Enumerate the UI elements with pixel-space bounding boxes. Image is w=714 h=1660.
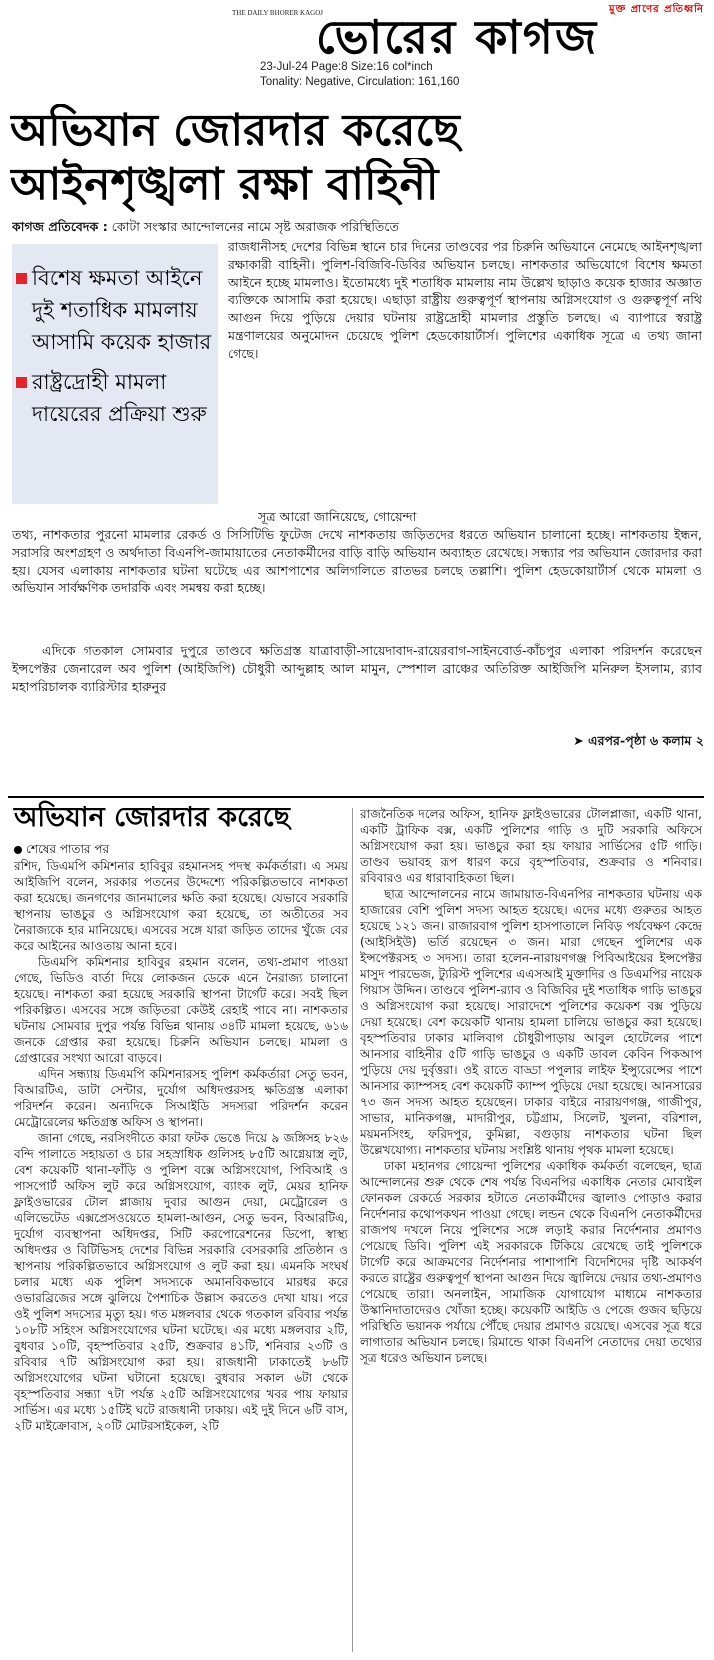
intro-paragraph: রাজধানীসহ দেশের বিভিন্ন স্থানে চার দিনের তাণ্ডবের পর চিরুনি অভিযানে নেমেছে আইনশৃঙ্খলা রক্ষাকারী বাহিনী। পুলিশ-বিজিবি-ডিবির অভিযান চলছে। নাশকতার অভিযোগে বিশেষ ক্ষমতা আইনে হচ্ছে মামলাও। ইতোমধ্যে দুই শতাধিক মামলায় নাম উল্লেখ ছাড়াও কয়েক হাজার অজ্ঞাত ব্যক্তিকে আসামি করা হয়েছে। এছাড়া রাষ্ট্রীয় গুরুত্বপূর্ণ স্থাপনায় অগ্নিসংযোগ ও গুরুত্বপূর্ণ নথি আগুন দিয়ে পুড়িয়ে দেয়ার ঘটনায় রাষ্ট্রদ্রোহী মামলার প্রস্তুতি চলছে। এ ব্যাপারে স্বরাষ্ট্র মন্ত্রণালয়ের অনুমোদন চেয়েছে পুলিশ হেডকোয়ার্টার্স। পুলিশের একাধিক সূত্রে এ তথ্য জানা গেছে। bbox=[228, 239, 702, 361]
paragraph: ডিএমপি কমিশনার হাবিবুর রহমান বলেন, তথ্য-প্রমাণ পাওয়া গেছে, ভিডিও বার্তা দিয়ে লোকজন ডেকে এনে নৈরাজ্য চালানো হয়েছে। নাশকতা করা হয়েছে সরকারি স্থাপনা টার্গেট করে। সবই ছিল পরিকল্পিত। এসবের সঙ্গে জড়িতরা কেউই রেহাই পাবে না। নাশকতার ঘটনায় সোমবার দুপুর পর্যন্ত বিভিন্ন থানায় ৩৪টি মামলা হয়েছে, ৬১৬ জনকে গ্রেপ্তার করা হয়েছে। চিরুনি অভিযান চলছে। মামলা ও গ্রেপ্তারের সংখ্যা আরো বাড়বে। bbox=[14, 955, 348, 1065]
para3: এদিকে গতকাল সোমবার দুপুরে তাণ্ডবে ক্ষতিগ্রস্ত যাত্রাবাড়ী-সায়েদাবাদ-রায়েরবাগ-সাইনবোর্ড-কাঁচপুর এলাকা পরিদর্শন করেছেন ইন্সপেক্টর জেনারেল অব পুলিশ (আইজিপি) চৌধুরী আব্দুল্লাহ আল মামুন, স্পেশাল ব্রাঞ্চের অতিরিক্ত আইজিপি মনিরুল ইসলাম, র‌্যাব মহাপরিচালক ব্যারিস্টার হারুনুর bbox=[12, 643, 702, 694]
highlights-box bbox=[12, 244, 218, 504]
article-first-line bbox=[12, 218, 702, 238]
paragraph: ঢাকা মহানগর গোয়েন্দা পুলিশের একাধিক কর্মকর্তা বলেছেন, ছাত্র আন্দোলনের শুরু থেকে শেষ পর্যন্ত বিএনপির একাধিক নেতার মোবাইল ফোনকল রেকর্ডে সরকার হটাতে নেতাকর্মীদের জ্বালাও পোড়াও করার নির্দেশনার কথোপকথন পাওয়া গেছে। লন্ডন থেকে বিএনপি নেতাকর্মীদের রাজপথ দখলে নিয়ে পুলিশের সঙ্গে লড়াই করার নির্দেশনার প্রমাণও পেয়েছে ডিবি। পুলিশ এই সরকারকে টিকিয়ে রেখেছে তাই পুলিশকে টার্গেট করে আক্রমণের নির্দেশনার পাশাপাশি বিদেশিদের দৃষ্টি আকর্ষণ করতে রাষ্ট্রের গুরুত্বপূর্ণ স্থাপনা আগুন দিয়ে জ্বালিয়ে দেয়ার তথ্য-প্রমাণও পেয়েছে তারা। অনলাইন, সামাজিক যোগাযোগ মাধ্যমে নাশকতার উস্কানিদাতাদেরও খোঁজা হচ্ছে। কয়েকটি আইডি ও পেজে গুজব ছড়িয়ে পরিস্থিতি ভয়ানক পর্যায়ে পৌঁছে দেয়ার প্রমাণও রয়েছে। এসবের সূত্র ধরে লাগাতার অভিযান চলছে। রিমান্ডে থাকা বিএনপি নেতাদের দেয়া তথ্যের সূত্র ধরেও অভিযান চলছে। bbox=[360, 1159, 702, 1365]
red-square-icon bbox=[16, 377, 27, 388]
section-divider bbox=[8, 796, 704, 798]
para2-start: সূত্র আরো জানিয়েছে, গোয়েন্দা bbox=[258, 509, 417, 524]
headline-line1: অভিযান জোরদার করেছে bbox=[10, 105, 460, 156]
masthead-logo: ভোরের কাগজ bbox=[315, 12, 599, 62]
para2-body: তথ্য, নাশকতার পুরনো মামলার রেকর্ড ও সিসিটিভি ফুটেজ দেখে নাশকতায় জড়িতদের ধরতে অভিযান চালানো হচ্ছে। নাশকতায় ইন্ধন, সরাসরি অংশগ্রহণ ও অর্থদাতা বিএনপি-জামায়াতের নেতাকর্মীদের বাড়ি বাড়ি অভিযান অব্যাহত রেখেছে। সন্ধ্যার পর অভিযান জোরদার করা হয়। যেসব এলাকায় নাশকতার ঘটনা ঘটেছে এর আশপাশের অলিগলিতে রাতভর চলছে তল্লাশি। পুলিশ হেডকোয়ার্টার্স থেকে মামলা ও অভিযান সার্বক্ষণিক তদারকি এবং সমন্বয় করা হচ্ছে। bbox=[12, 527, 702, 596]
clipping-meta-line1: 23-Jul-24 Page:8 Size:16 col*inch bbox=[260, 61, 433, 73]
paragraph: জানা গেছে, নরসিংদীতে কারা ফটক ভেঙে দিয়ে ৯ জঙ্গিসহ ৮২৬ বন্দি পালাতে সহায়তা ও চার সহস্রাধিক গুলিসহ ৮৫টি আগ্নেয়াস্ত্র লুট, বেশ কয়েকটি থানা-ফাঁড়ি ও পুলিশ বক্সে অগ্নিসংযোগ, পিবিআই ও পাসপোর্ট অফিস লুট করে অগ্নিসংযোগ, ব্যাংক লুট, মেয়র হানিফ ফ্লাইওভারের টোল প্লাজায় দুবার আগুন দেয়া, মেট্রোরেল ও এলিভেটেড এক্সপ্রেসওয়েতে হামলা-আগুন, সেতু ভবন, বিআরটিএ, দুর্যোগ ব্যবস্থাপনা অধিদপ্তর, সিটি করপোরেশনের ডিপো, স্বাস্থ্য অধিদপ্তর ও বিটিভিসহ দেশের বিভিন্ন সরকারি বেসরকারি প্রতিষ্ঠান ও স্থাপনায় পরিকল্পিতভাবে অগ্নিসংযোগ ও লুট করা হয়। এমনকি সংঘর্ষ চলার মধ্যে এক পুলিশ সদস্যকে অমানবিকভাবে মারধর করে ওভারব্রিজের সঙ্গে ঝুলিয়ে পৈশাচিক উল্লাস করতেও দেখা যায়। পরে ওই পুলিশ সদস্যের মৃত্যু হয়। গত মঙ্গলবার থেকে গতকাল রবিবার পর্যন্ত ১০৮টি সহিংস অগ্নিসংযোগের ঘটনা ঘটেছে। এর মধ্যে মঙ্গলবার ২টি, বুধবার ১০টি, বৃহস্পতিবার ২৫টি, শুক্রবার ৪১টি, শনিবার ২৩টি ও রবিবার ৭টি অগ্নিসংযোগ করা হয়। রাজধানী ঢাকাতেই ৮৬টি অগ্নিসংযোগের ঘটনা ঘটানো হয়েছে। বুধবার সকাল ৬টা থেকে বৃহস্পতিবার সন্ধ্যা ৭টা পর্যন্ত ২৫টি অগ্নিসংযোগের খবর পায় ফায়ার সার্ভিস। এর মধ্যে ১৫টিই ঘটে রাজধানী ঢাকায়। এই দুই দিনে ৬টি বাস, ২টি মাইক্রোবাস, ২০টি মোটরসাইকেল, ২টি bbox=[14, 1131, 348, 1433]
headline-line2: আইনশৃঙ্খলা রক্ষা বাহিনী bbox=[10, 159, 439, 210]
paragraph: ছাত্র আন্দোলনের নামে জামায়াত-বিএনপির নাশকতার ঘটনায় এক হাজারের বেশি পুলিশ সদস্য আহত হয়েছে। এদের মধ্যে গুরুতর আহত হয়েছে ১২১ জন। রাজারবাগ পুলিশ হাসপাতালে নিবিড় পর্যবেক্ষণ কেন্দ্রে (আইসিইউ) ভর্তি রয়েছেন ৩ জন। মারা গেছেন পুলিশের এক ইন্সপেক্টরসহ ৩ সদস্য। তারা হলেন-নারায়ণগঞ্জ পিবিআইয়ের ইন্সপেক্টর মাসুদ পারভেজ, ট্যুরিস্ট পুলিশের এএসআই মুক্তাদির ও ডিএমপির নায়েক গিয়াস উদ্দিন। তাণ্ডবে পুলিশ-র‌্যাব ও বিজিবির দুই শতাধিক গাড়ি ভাঙচুর ও অগ্নিসংযোগ করা হয়েছে। সারাদেশে পুলিশের কয়েকশ বক্স পুড়িয়ে দেয়া হয়েছে। বেশ কয়েকটি থানায় হামলা চালিয়ে ভাঙচুর করা হয়েছে। বৃহস্পতিবার ঢাকার মালিবাগ চৌধুরীপাড়ায় আবুল হোটেলের পাশে আনসার বাহিনীর ৫টি গাড়ি ভাঙচুর ও একটি ডাবল কেবিন পিকআপ পুড়িয়ে দেয় দুর্বৃত্তরা। ওই রাতে বাড্ডা পপুলার লাইফ ইন্স্যুরেন্সের পাশে আনসার ক্যাম্পসহ বেশ কয়েকটি ক্যাম্প পুড়িয়ে দেয়া হয়েছে। আনসারের ৭৩ জন সদস্য আহত হয়েছেন। ঢাকার বাইরে নারায়ণগঞ্জ, গাজীপুর, সাভার, মানিকগঞ্জ, মাদারীপুর, চট্টগ্রাম, সিলেট, খুলনা, বরিশাল, ময়মনসিংহ, ফরিদপুর, কুমিল্লা, বগুড়ায় নাশকতার ঘটনা ছিল উল্লেখযোগ্য। নাশকতার ঘটনায় সংশ্লিষ্ট থানায় পৃথক মামলা হয়েছে। bbox=[360, 887, 702, 1157]
paragraph: রাজনৈতিক দলের অফিস, হানিফ ফ্লাইওভারের টোলপ্লাজা, একটি থানা, একটি ট্রাফিক বক্স, একটি পুলিশের গাড়ি ও দুটি সরকারি অফিসে অগ্নিসংযোগ করা হয়। ভাঙচুর করা হয় ফায়ার সার্ভিসের ৫টি গাড়ি। তাণ্ডব ভয়াবহ রূপ ধারণ করে বৃহস্পতিবার, শুক্রবার ও শনিবার। রবিবারও এর ধারাবাহিকতা ছিল। bbox=[360, 807, 702, 885]
kicker: শেষের পাতার পর bbox=[14, 840, 348, 858]
continued-right-column bbox=[360, 806, 702, 1654]
continued-left-column bbox=[14, 858, 348, 1654]
byline: কাগজ প্রতিবেদক : bbox=[12, 219, 108, 234]
column-divider bbox=[352, 808, 353, 1652]
highlight-item: বিশেষ ক্ষমতা আইনে দুই শতাধিক মামলায় আসামি কয়েক হাজার bbox=[12, 262, 218, 358]
bullet-icon bbox=[14, 846, 22, 854]
red-square-icon bbox=[16, 273, 27, 284]
paragraph: রশিদ, ডিএমপি কমিশনার হাবিবুর রহমানসহ পদস্থ কর্মকর্তারা। এ সময় আইজিপি বলেন, সরকার পতনের উদ্দেশ্যে পরিকল্পিতভাবে নাশকতা করা হয়েছে। জনগণের জানমালের ক্ষতি করা হয়েছে। যেভাবে সরকারি স্থাপনায় ভাঙচুর ও অগ্নিসংযোগ করা হয়েছে, তা অতীতের সব নৈরাজ্যকে হার মানিয়েছে। এসবের সঙ্গে যারা জড়িত তাদের খুঁজে বের করে আইনের আওতায় আনা হবে। bbox=[14, 859, 348, 953]
paragraph: এদিন সন্ধ্যায় ডিএমপি কমিশনারসহ পুলিশ কর্মকর্তারা সেতু ভবন, বিআরটিএ, ডাটা সেন্টার, দুর্যোগ অধিদপ্তরসহ ক্ষতিগ্রস্ত এলাকা পরিদর্শন করেন। অন্যদিকে সিআইডি সদস্যরা পরিদর্শন করেন মেট্রোরেলের ক্ষতিগ্রস্ত অফিস ও স্থাপনা। bbox=[14, 1067, 348, 1129]
masthead-english-name: THE DAILY BHORER KAGOJ bbox=[232, 9, 324, 17]
continued-headline: অভিযান জোরদার করেছে bbox=[14, 802, 290, 833]
continuation-note: ➤ এরপর-পৃষ্ঠা ৬ কলাম ২ bbox=[573, 733, 704, 748]
masthead-tagline: মুক্ত প্রাণের প্রতিধ্বনি bbox=[608, 4, 704, 15]
highlight-item: রাষ্ট্রদ্রোহী মামলা দায়েরের প্রক্রিয়া শুরু bbox=[12, 366, 218, 430]
clipping-meta-line2: Tonality: Negative, Circulation: 161,160 bbox=[260, 76, 460, 88]
intro-first: কোটা সংস্কার আন্দোলনের নামে সৃষ্ট অরাজক পরিস্থিতিতে bbox=[111, 219, 399, 234]
